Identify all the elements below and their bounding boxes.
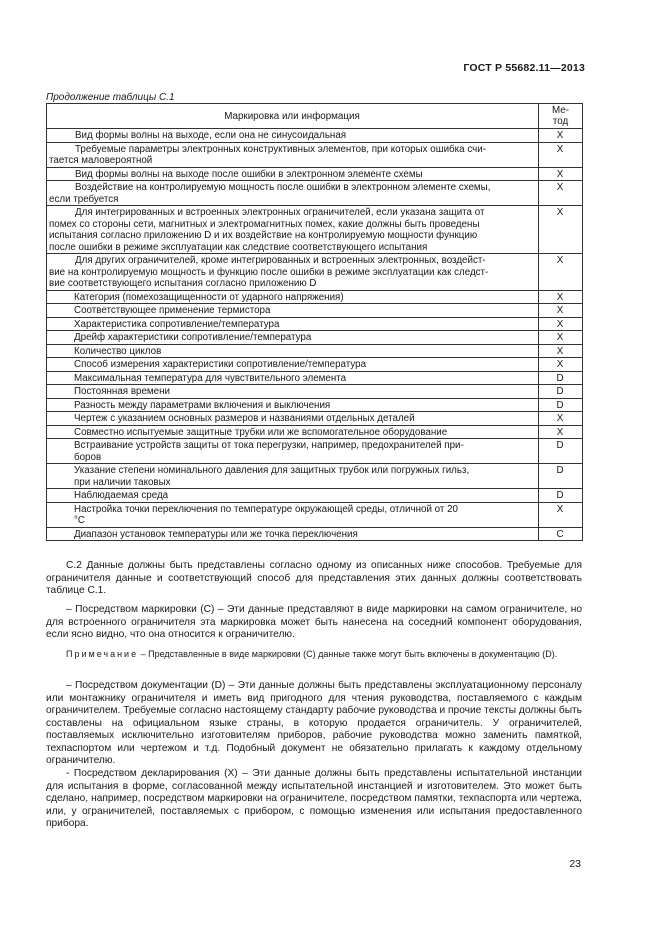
- note: [46, 649, 582, 660]
- row-info: Требуемые параметры электронных конструктивных элементов, при которых ошибка счи- тается маловероятной: [47, 142, 539, 167]
- table-row: [47, 398, 583, 412]
- col-header-method-line2: тод: [552, 116, 569, 127]
- row-method: X: [539, 317, 583, 331]
- paragraph-declaration: - Посредством декларирования (X) – Эти данные должны быть представлены испытательной инстанции для испытания в форме, согласованной между испытательной инстанцией и изготовителем. Это может быть сделано, например, посредством маркировки на ограничителе, посредством памятки, техпаспорта или чертежа, или, у ограничителей, поставляемых с прибором, с помощью изменения или испытания предоставленного прибора.: [46, 768, 582, 829]
- table-row: [47, 489, 583, 503]
- row-method: D: [539, 398, 583, 412]
- row-info: Наблюдаемая среда: [47, 489, 539, 503]
- row-info: Характеристика сопротивление/температура: [47, 317, 539, 331]
- table-row: [47, 331, 583, 345]
- table-row: [47, 129, 583, 143]
- row-method: X: [539, 412, 583, 426]
- table-row: [47, 464, 583, 489]
- table-row: [47, 290, 583, 304]
- row-method: X: [539, 331, 583, 345]
- page-number: 23: [569, 858, 581, 870]
- col-header-method-line1: Ме-: [552, 105, 569, 116]
- row-info: Постоянная времени: [47, 385, 539, 399]
- row-method: X: [539, 254, 583, 291]
- row-method: X: [539, 206, 583, 254]
- row-method: D: [539, 371, 583, 385]
- row-method: X: [539, 129, 583, 143]
- row-info: Воздействие на контролируемую мощность после ошибки в электронном элементе схемы, если требуется: [47, 181, 539, 206]
- paragraph-c2: С.2 Данные должны быть представлены согласно одному из описанных ниже способов. Требуемые для ограничителя данные и соответствующий способ для представления этих данных должны соответствовать таблице С.1.: [46, 560, 582, 596]
- row-method: X: [539, 344, 583, 358]
- table-row: [47, 167, 583, 181]
- table-row: [47, 254, 583, 291]
- row-info: Чертеж с указанием основных размеров и названиями отдельных деталей: [47, 412, 539, 426]
- row-method: X: [539, 167, 583, 181]
- table-header-row: [47, 104, 583, 129]
- row-info: Вид формы волны на выходе, если она не синусоидальная: [47, 129, 539, 143]
- row-method: D: [539, 385, 583, 399]
- table-row: [47, 527, 583, 541]
- document-header: ГОСТ Р 55682.11—2013: [463, 62, 585, 74]
- row-info: Вид формы волны на выходе после ошибки в электронном элементе схемы: [47, 167, 539, 181]
- row-method: C: [539, 527, 583, 541]
- table-row: [47, 385, 583, 399]
- row-info: Указание степени номинального давления для защитных трубок или погружных гильз, при наличии таковых: [47, 464, 539, 489]
- row-method: X: [539, 425, 583, 439]
- row-method: X: [539, 304, 583, 318]
- table-row: [47, 439, 583, 464]
- table-row: [47, 317, 583, 331]
- table-row: [47, 371, 583, 385]
- table-row: [47, 206, 583, 254]
- row-info: Дрейф характеристики сопротивление/температура: [47, 331, 539, 345]
- note-label: Примечание: [66, 649, 139, 659]
- row-info: Совместно испытуемые защитные трубки или же вспомогательное оборудование: [47, 425, 539, 439]
- table-row: [47, 181, 583, 206]
- col-header-method: [539, 104, 583, 129]
- row-method: D: [539, 464, 583, 489]
- table-row: [47, 412, 583, 426]
- row-info: Разность между параметрами включения и выключения: [47, 398, 539, 412]
- row-method: D: [539, 439, 583, 464]
- table-row: [47, 425, 583, 439]
- table-row: [47, 358, 583, 372]
- table-row: [47, 502, 583, 527]
- row-method: X: [539, 502, 583, 527]
- row-method: X: [539, 142, 583, 167]
- paragraph-marking: – Посредством маркировки (С) – Эти данные представляют в виде маркировки на самом ограничителе, но для встроенного ограничителя эта маркировка может быть нанесена на соседний компонент оборудования, если ясно видно, что она относится к ограничителю.: [46, 604, 582, 640]
- table-row: [47, 142, 583, 167]
- table-row: [47, 304, 583, 318]
- note-text: – Представленные в виде маркировки (С) данные также могут быть включены в документацию (D).: [138, 649, 558, 659]
- col-header-info: Маркировка или информация: [47, 104, 539, 129]
- row-method: D: [539, 489, 583, 503]
- table-caption: Продолжение таблицы С.1: [46, 92, 175, 103]
- row-info: Диапазон установок температуры или же точка переключения: [47, 527, 539, 541]
- row-info: Встраивание устройств защиты от тока перегрузки, например, предохранителей при- боров: [47, 439, 539, 464]
- row-info: Категория (помехозащищенности от ударного напряжения): [47, 290, 539, 304]
- row-info: Соответствующее применение термистора: [47, 304, 539, 318]
- row-method: X: [539, 358, 583, 372]
- row-info: Настройка точки переключения по температуре окружающей среды, отличной от 20 °С: [47, 502, 539, 527]
- paragraph-documentation: – Посредством документации (D) – Эти данные должны быть представлены эксплуатационному персоналу или монтажнику ограничителя и иметь вид пригодного для чтения руководства, поставляемого с каждым ограничителем. Требуемые согласно настоящему стандарту рабочие руководства и прочие тексты должны быть составлены на официальном языке страны, в которую продается ограничитель. У ограничителей, поставляемых исключительно изготовителям приборов, рабочие руководства можно заменить памяткой, техпаспортом или чертежом и т.д. Подобный документ не обязательно прилагать к каждому отдельному ограничителю.: [46, 680, 582, 766]
- marking-table: [46, 103, 583, 541]
- table-row: [47, 344, 583, 358]
- row-method: X: [539, 290, 583, 304]
- row-method: X: [539, 181, 583, 206]
- row-info: Количество циклов: [47, 344, 539, 358]
- row-info: Для других ограничителей, кроме интегрированных и встроенных электронных, воздейст- вие на контролируемую мощность и функцию после ошибки в режиме эксплуатации как следст- вие соответствующего испытания согласно приложению D: [47, 254, 539, 291]
- row-info: Для интегрированных и встроенных электронных ограничителей, если указана защита от помех со стороны сети, магнитных и электромагнитных помех, какие должны быть проведены испытания согласно приложению D и их воздействие на контролируемую мощности функцию после ошибки в режиме эксплуатации как следствие соответствующего испытания: [47, 206, 539, 254]
- row-info: Способ измерения характеристики сопротивление/температура: [47, 358, 539, 372]
- row-info: Максимальная температура для чувствительного элемента: [47, 371, 539, 385]
